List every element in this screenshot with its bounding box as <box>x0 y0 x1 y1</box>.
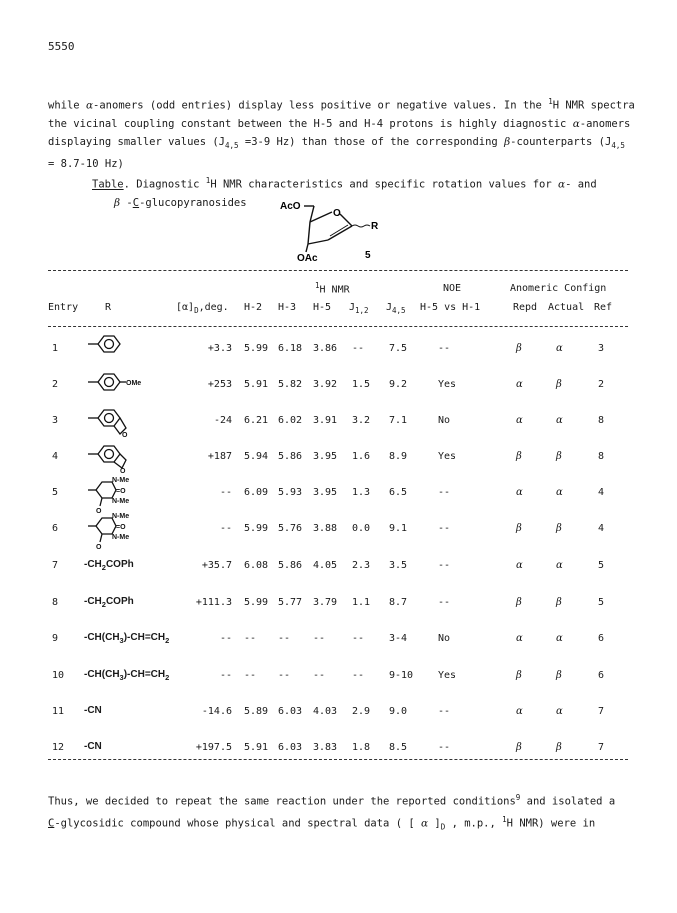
cell-entry: 4 <box>52 451 59 462</box>
cell-j12: 2.9 <box>352 706 371 717</box>
cell-actual: β <box>556 742 562 753</box>
cell-ref: 4 <box>598 487 605 498</box>
cell-ref: 7 <box>598 706 605 717</box>
cell-actual: α <box>556 343 563 354</box>
outro-paragraph: Thus, we decided to repeat the same reaction under the reported conditions$^9$ and isolated a C-glycosidic compound whose physical and spectral data ( [ α ]$_D$ , m.p., $^1$H NMR) were in <box>48 793 616 832</box>
cell-alpha: +3.3 <box>207 343 232 354</box>
cell-j45: 3-4 <box>389 633 408 644</box>
cell-ref: 4 <box>598 523 605 534</box>
cell-r: $-CH_2COPh$ <box>84 596 134 609</box>
cell-entry: 9 <box>52 633 59 644</box>
cell-noe: -- <box>438 523 451 534</box>
cell-h2: 5.99 <box>244 343 269 354</box>
compound-number: 5 <box>365 250 371 261</box>
cell-ref: 8 <box>598 415 605 426</box>
nmr-group-header: $^1$H NMR <box>315 281 350 296</box>
cell-r: $-CH_2COPh$ <box>84 559 134 572</box>
cell-h2: 5.89 <box>244 706 269 717</box>
cell-noe: -- <box>438 560 451 571</box>
cell-j45: 6.5 <box>389 487 408 498</box>
o-label-6: O <box>96 544 102 551</box>
cell-repd: α <box>516 415 523 426</box>
j45-header: $J_{4,5}$ <box>386 302 406 315</box>
cell-actual: β <box>556 670 562 681</box>
cell-noe: Yes <box>438 451 457 462</box>
h5-header: H-5 <box>313 302 332 313</box>
cell-alpha: -14.6 <box>201 706 232 717</box>
cell-j45: 7.5 <box>389 343 408 354</box>
cell-entry: 8 <box>52 597 59 608</box>
cell-repd: β <box>516 670 522 681</box>
table-top-rule <box>48 270 628 271</box>
cell-repd: β <box>516 343 522 354</box>
cell-entry: 10 <box>52 670 65 681</box>
cell-h2: 5.94 <box>244 451 269 462</box>
cell-j12: 1.3 <box>352 487 371 498</box>
cell-h2: -- <box>244 670 257 681</box>
cell-h3: 5.93 <box>278 487 303 498</box>
cell-r: -CN <box>84 741 102 752</box>
cell-entry: 11 <box>52 706 65 717</box>
cell-h5: 3.92 <box>313 379 338 390</box>
cell-h5: 3.91 <box>313 415 338 426</box>
cell-h2: 6.08 <box>244 560 269 571</box>
cell-noe: -- <box>438 343 451 354</box>
cell-entry: 2 <box>52 379 59 390</box>
cell-alpha: -- <box>219 523 232 534</box>
cell-repd: β <box>516 742 522 753</box>
cell-h3: 5.86 <box>278 451 303 462</box>
cell-alpha: +197.5 <box>195 742 232 753</box>
cell-h5: 3.95 <box>313 451 338 462</box>
oxo-label-5: =O <box>116 488 126 495</box>
entry-header: Entry <box>48 302 79 313</box>
cell-alpha: -- <box>219 633 232 644</box>
oxo-label-6: =O <box>116 524 126 531</box>
cell-h5: -- <box>313 670 326 681</box>
cell-actual: β <box>556 597 562 608</box>
cell-h3: 6.03 <box>278 706 303 717</box>
cell-j45: 9.1 <box>389 523 408 534</box>
cell-j45: 9.2 <box>389 379 408 390</box>
cell-h5: 3.79 <box>313 597 338 608</box>
ome-label: OMe <box>126 380 142 387</box>
cell-j45: 8.5 <box>389 742 408 753</box>
cell-h5: 4.05 <box>313 560 338 571</box>
cell-j12: 1.5 <box>352 379 371 390</box>
cell-h2: 6.09 <box>244 487 269 498</box>
cell-h3: -- <box>278 633 291 644</box>
cell-entry: 6 <box>52 523 59 534</box>
r-label: R <box>371 221 379 232</box>
cell-repd: α <box>516 487 523 498</box>
cell-h3: 5.77 <box>278 597 303 608</box>
cell-ref: 6 <box>598 670 605 681</box>
cell-noe: -- <box>438 597 451 608</box>
cell-entry: 5 <box>52 487 59 498</box>
cell-h5: 3.95 <box>313 487 338 498</box>
cell-alpha: +111.3 <box>195 597 232 608</box>
cell-j12: 3.2 <box>352 415 371 426</box>
cell-r: -CN <box>84 705 102 716</box>
cell-alpha: -- <box>219 487 232 498</box>
actual-header: Actual <box>548 302 585 313</box>
cell-ref: 5 <box>598 597 605 608</box>
cell-repd: β <box>516 451 522 462</box>
cell-j12: 1.1 <box>352 597 371 608</box>
h2-header: H-2 <box>244 302 263 313</box>
table-header-rule <box>48 326 628 327</box>
cell-j45: 3.5 <box>389 560 408 571</box>
cell-j12: 0.0 <box>352 523 371 534</box>
cell-ref: 2 <box>598 379 605 390</box>
cell-noe: Yes <box>438 670 457 681</box>
cell-h2: 5.91 <box>244 742 269 753</box>
cell-alpha: +253 <box>207 379 232 390</box>
cell-actual: α <box>556 415 563 426</box>
cell-j45: 8.9 <box>389 451 408 462</box>
cell-noe: Yes <box>438 379 457 390</box>
cell-h2: 5.99 <box>244 597 269 608</box>
cell-j45: 9.0 <box>389 706 408 717</box>
cell-ref: 7 <box>598 742 605 753</box>
cell-noe: No <box>438 633 451 644</box>
cell-actual: β <box>556 379 562 390</box>
cell-h5: 3.86 <box>313 343 338 354</box>
cell-h3: 6.18 <box>278 343 303 354</box>
cell-ref: 3 <box>598 343 605 354</box>
cell-ref: 6 <box>598 633 605 644</box>
aco-label: AcO <box>280 201 301 212</box>
cell-j12: -- <box>352 343 365 354</box>
cell-repd: α <box>516 706 523 717</box>
ref-header: Ref <box>594 302 613 313</box>
cell-j12: -- <box>352 670 365 681</box>
j12-header: $J_{1,2}$ <box>349 302 369 315</box>
dioxole-o-label-3: O <box>122 432 128 439</box>
page-number: 5550 <box>48 40 75 53</box>
cell-repd: α <box>516 560 523 571</box>
glucopyranoside-structure <box>270 192 390 264</box>
cell-noe: -- <box>438 487 451 498</box>
cell-h5: -- <box>313 633 326 644</box>
o-label-5: O <box>96 508 102 515</box>
cell-entry: 3 <box>52 415 59 426</box>
cell-alpha: +187 <box>207 451 232 462</box>
cell-r: $-CH(CH_3)-CH=CH_2$ <box>84 669 170 682</box>
r-group-structures <box>82 330 162 570</box>
cell-entry: 12 <box>52 742 65 753</box>
oac-label: OAc <box>297 253 318 264</box>
nme-label-5a: N-Me <box>112 477 130 484</box>
cell-noe: No <box>438 415 451 426</box>
cell-j12: 1.6 <box>352 451 371 462</box>
cell-h3: 5.82 <box>278 379 303 390</box>
cell-ref: 8 <box>598 451 605 462</box>
cell-alpha: -24 <box>213 415 232 426</box>
cell-h2: 5.91 <box>244 379 269 390</box>
cell-actual: α <box>556 487 563 498</box>
anomeric-header: Anomeric Confign <box>510 283 607 294</box>
cell-entry: 7 <box>52 560 59 571</box>
cell-h3: 6.02 <box>278 415 303 426</box>
cell-h3: 6.03 <box>278 742 303 753</box>
table-bottom-rule <box>48 759 628 760</box>
cell-actual: β <box>556 523 562 534</box>
cell-noe: -- <box>438 706 451 717</box>
table-caption: Table. Diagnostic $^1$H NMR characteristics and specific rotation values for α- and β -C-glucopyranosides <box>92 176 597 209</box>
dioxole-o-label-4: O <box>120 468 126 475</box>
cell-ref: 5 <box>598 560 605 571</box>
cell-h5: 3.83 <box>313 742 338 753</box>
cell-alpha: -- <box>219 670 232 681</box>
cell-r: $-CH(CH_3)-CH=CH_2$ <box>84 632 170 645</box>
r-header: R <box>105 302 112 313</box>
intro-paragraph: while α-anomers (odd entries) display less positive or negative values. In the $^1$H NMR spectra the vicinal coupling constant between the H-5 and H-4 protons is highly diagnostic α-anomers displaying smaller values ($J_{4,5} =3-9$ Hz) than those of the corresponding β-counterparts ($J_{4,5}$ = 8.7-10 Hz) <box>48 97 635 170</box>
cell-j12: 2.3 <box>352 560 371 571</box>
h3-header: H-3 <box>278 302 297 313</box>
cell-noe: -- <box>438 742 451 753</box>
ring-oxygen-label: O <box>333 208 341 219</box>
cell-j45: 7.1 <box>389 415 408 426</box>
cell-actual: β <box>556 451 562 462</box>
nme-label-5b: N-Me <box>112 498 130 505</box>
cell-repd: β <box>516 597 522 608</box>
cell-repd: β <box>516 523 522 534</box>
cell-repd: α <box>516 633 523 644</box>
cell-h2: -- <box>244 633 257 644</box>
nme-label-6a: N-Me <box>112 513 130 520</box>
cell-j12: -- <box>352 633 365 644</box>
cell-h2: 5.99 <box>244 523 269 534</box>
cell-actual: α <box>556 633 563 644</box>
nme-label-6b: N-Me <box>112 534 130 541</box>
cell-h3: 5.86 <box>278 560 303 571</box>
alpha-d-header: $[\alpha]_D,deg$. <box>176 302 229 315</box>
cell-actual: α <box>556 560 563 571</box>
cell-h5: 4.03 <box>313 706 338 717</box>
cell-actual: α <box>556 706 563 717</box>
cell-h2: 6.21 <box>244 415 269 426</box>
cell-j45: 9-10 <box>389 670 414 681</box>
cell-h3: -- <box>278 670 291 681</box>
cell-repd: α <box>516 379 523 390</box>
noe-sub-header: H-5 vs H-1 <box>420 302 481 313</box>
cell-entry: 1 <box>52 343 59 354</box>
noe-header: NOE <box>443 283 462 294</box>
cell-j45: 8.7 <box>389 597 408 608</box>
repd-header: Repd <box>513 302 538 313</box>
cell-j12: 1.8 <box>352 742 371 753</box>
cell-alpha: +35.7 <box>201 560 232 571</box>
cell-h5: 3.88 <box>313 523 338 534</box>
cell-h3: 5.76 <box>278 523 303 534</box>
